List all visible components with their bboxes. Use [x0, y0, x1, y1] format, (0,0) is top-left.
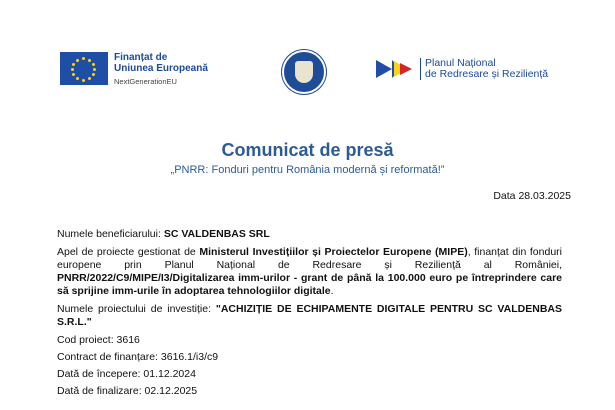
page-subtitle: „PNRR: Fonduri pentru România modernă și reformată!”	[170, 164, 445, 176]
pnrr-flag-arrows-icon	[376, 60, 416, 78]
project-value: "ACHIZIȚIE DE ECHIPAMENTE DIGITALE PENTRU SC VALDENBAS S.R.L."	[57, 303, 562, 328]
page-title: Comunicat de presă	[221, 140, 394, 160]
eu-logo-line3: NextGenerationEU	[114, 77, 177, 86]
call-text-2: , finanțat din fonduri europene prin Planul Național de Redresare și Reziliență al României,	[57, 246, 562, 271]
start-date: Dată de începere: 01.12.2024	[57, 368, 196, 380]
coat-of-arms-icon	[295, 61, 313, 83]
project-label: Numele proiectului de investiție:	[57, 303, 216, 315]
project-name-paragraph	[57, 303, 562, 329]
press-release-body	[57, 228, 562, 402]
financing-contract: Contract de finanțare: 3616.1/i3/c9	[57, 351, 219, 363]
call-end: .	[330, 285, 334, 297]
romanian-government-seal-icon	[282, 50, 326, 94]
end-date: Dată de finalizare: 02.12.2025	[57, 385, 198, 397]
pnrr-logo	[376, 58, 548, 80]
logo-bar	[0, 48, 615, 98]
call-program: PNRR/2022/C9/MIPE/I3/Digitalizarea imm-urilor - grant de până la 100.000 euro pe întreprindere care să sprijine imm-urile în adoptarea tehnologiilor digitale	[57, 272, 562, 297]
pnrr-divider	[420, 58, 421, 80]
ministry-name: Ministerul Investițiilor și Proiectelor Europene (MIPE)	[199, 246, 468, 258]
pnrr-logo-line1: Planul Național	[425, 57, 496, 69]
eu-funding-logo	[60, 52, 208, 87]
beneficiary-paragraph	[57, 228, 562, 241]
release-date: Data 28.03.2025	[493, 190, 571, 202]
project-code: Cod proiect: 3616	[57, 334, 140, 346]
eu-logo-line2: Uniunea Europeană	[114, 63, 208, 74]
eu-logo-line1: Finanțat de	[114, 52, 168, 63]
eu-flag-icon	[60, 52, 108, 85]
pnrr-logo-line2: de Redresare și Reziliență	[425, 68, 549, 80]
beneficiary-value: SC VALDENBAS SRL	[163, 228, 270, 240]
call-text-1: Apel de proiecte gestionat de	[57, 246, 200, 258]
call-paragraph	[57, 246, 562, 298]
beneficiary-label: Numele beneficiarului:	[57, 228, 164, 240]
